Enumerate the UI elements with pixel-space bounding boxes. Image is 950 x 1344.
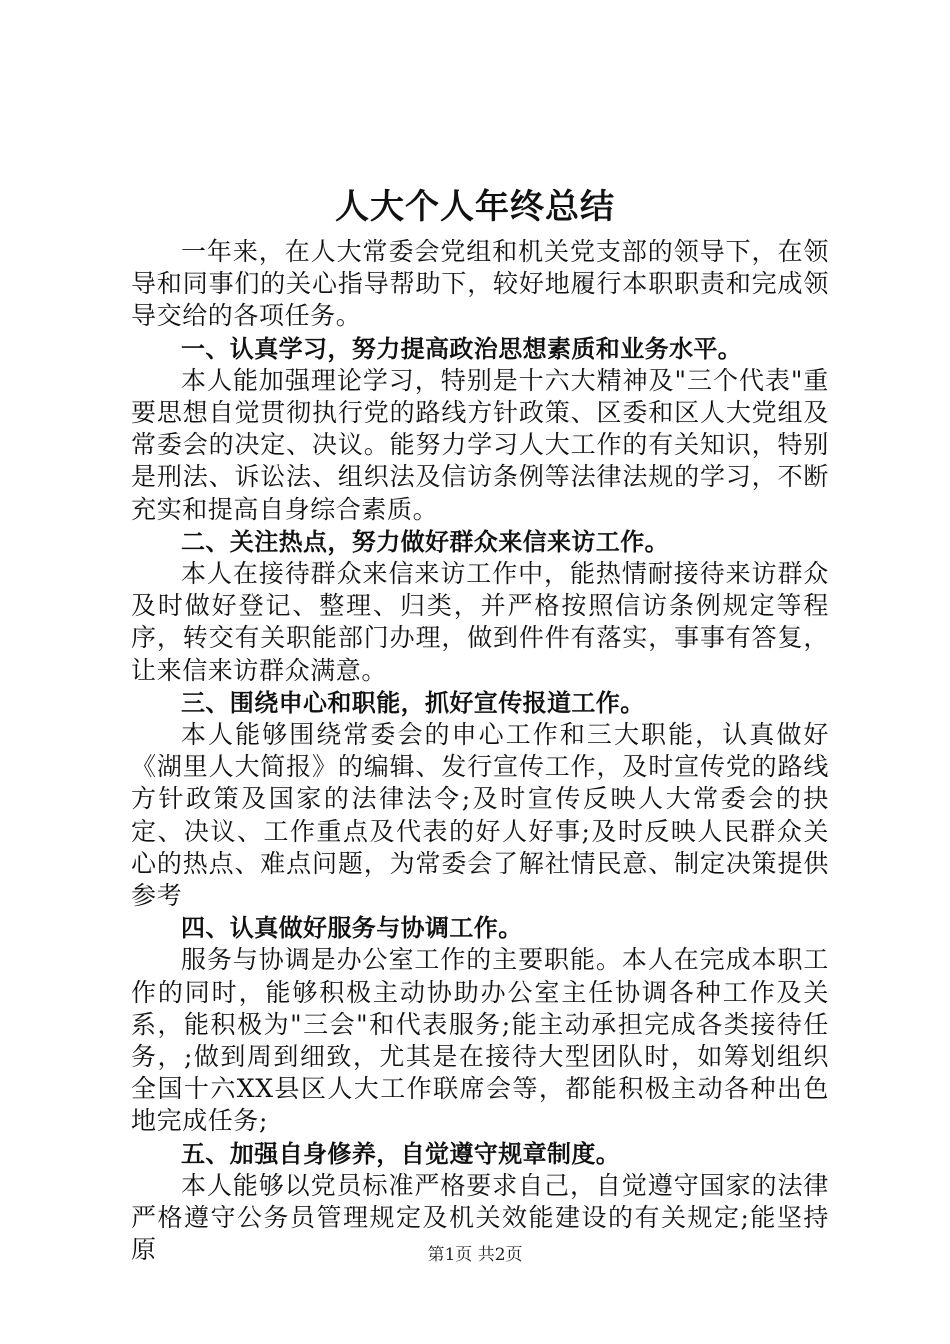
section-heading-2: 二、关注热点，努力做好群众来信来访工作。: [181, 527, 669, 556]
section-heading-5: 五、加强自身修养，自觉遵守规章制度。: [181, 1139, 621, 1168]
section-body-4: 服务与协调是办公室工作的主要职能。本人在完成本职工作的同时，能够积极主动协助办公室主任协调各种工作及关系，能积极为"三会"和代表服务;能主动承担完成各类接待任务，;做到周到细致，尤其是在接待大型团队时，如筹划组织全国十六XX县区人大工作联席会等，都能积极主动各种出色地完成任务;: [131, 945, 829, 1136]
section-heading-3: 三、围绕申心和职能，抓好宣传报道工作。: [181, 688, 645, 717]
intro-paragraph: 一年来，在人大常委会党组和机关党支部的领导下，在领导和同事们的关心指导帮助下，较好地履行本职职责和完成领导交给的各项任务。: [131, 237, 829, 331]
section-heading-1: 一、认真学习，努力提高政治思想素质和业务水平。: [181, 334, 743, 363]
section-body-3: 本人能够围绕常委会的申心工作和三大职能，认真做好《湖里人大简报》的编辑、发行宣传工作，及时宣传党的路线方针政策及国家的法律法令;及时宣传反映人大常委会的抉定、决议、工作重点及代表的好人好事;及时反映人民群众关心的热点、难点问题，为常委会了解社情民意、制定决策提供参考: [131, 720, 829, 911]
section-heading-4: 四、认真做好服务与协调工作。: [181, 914, 523, 943]
document-title: 人大个人年终总结: [335, 187, 615, 227]
section-body-1: 本人能加强理论学习，特别是十六大精神及"三个代表"重要思想自觉贯彻执行党的路线方针政策、区委和区人大党组及常委会的决定、决议。能努力学习人大工作的有关知识，特别是刑法、诉讼法、组织法及信访条例等法律法规的学习，不断充实和提高自身综合素质。: [131, 365, 829, 524]
section-body-2: 本人在接待群众来信来访工作中，能热情耐接待来访群众及时做好登记、整理、归类，并严格按照信访条例规定等程序，转交有关职能部门办理，做到件件有落实，事事有答复，让来信来访群众满意。: [131, 559, 829, 685]
page-footer: 第1页 共2页: [427, 1245, 523, 1265]
document-body: [131, 236, 829, 1267]
section-body-5: 本人能够以党员标准严格要求自己，自觉遵守国家的法律严格遵守公务员管理规定及机关效能建设的有关规定;能坚持原: [131, 1170, 829, 1265]
